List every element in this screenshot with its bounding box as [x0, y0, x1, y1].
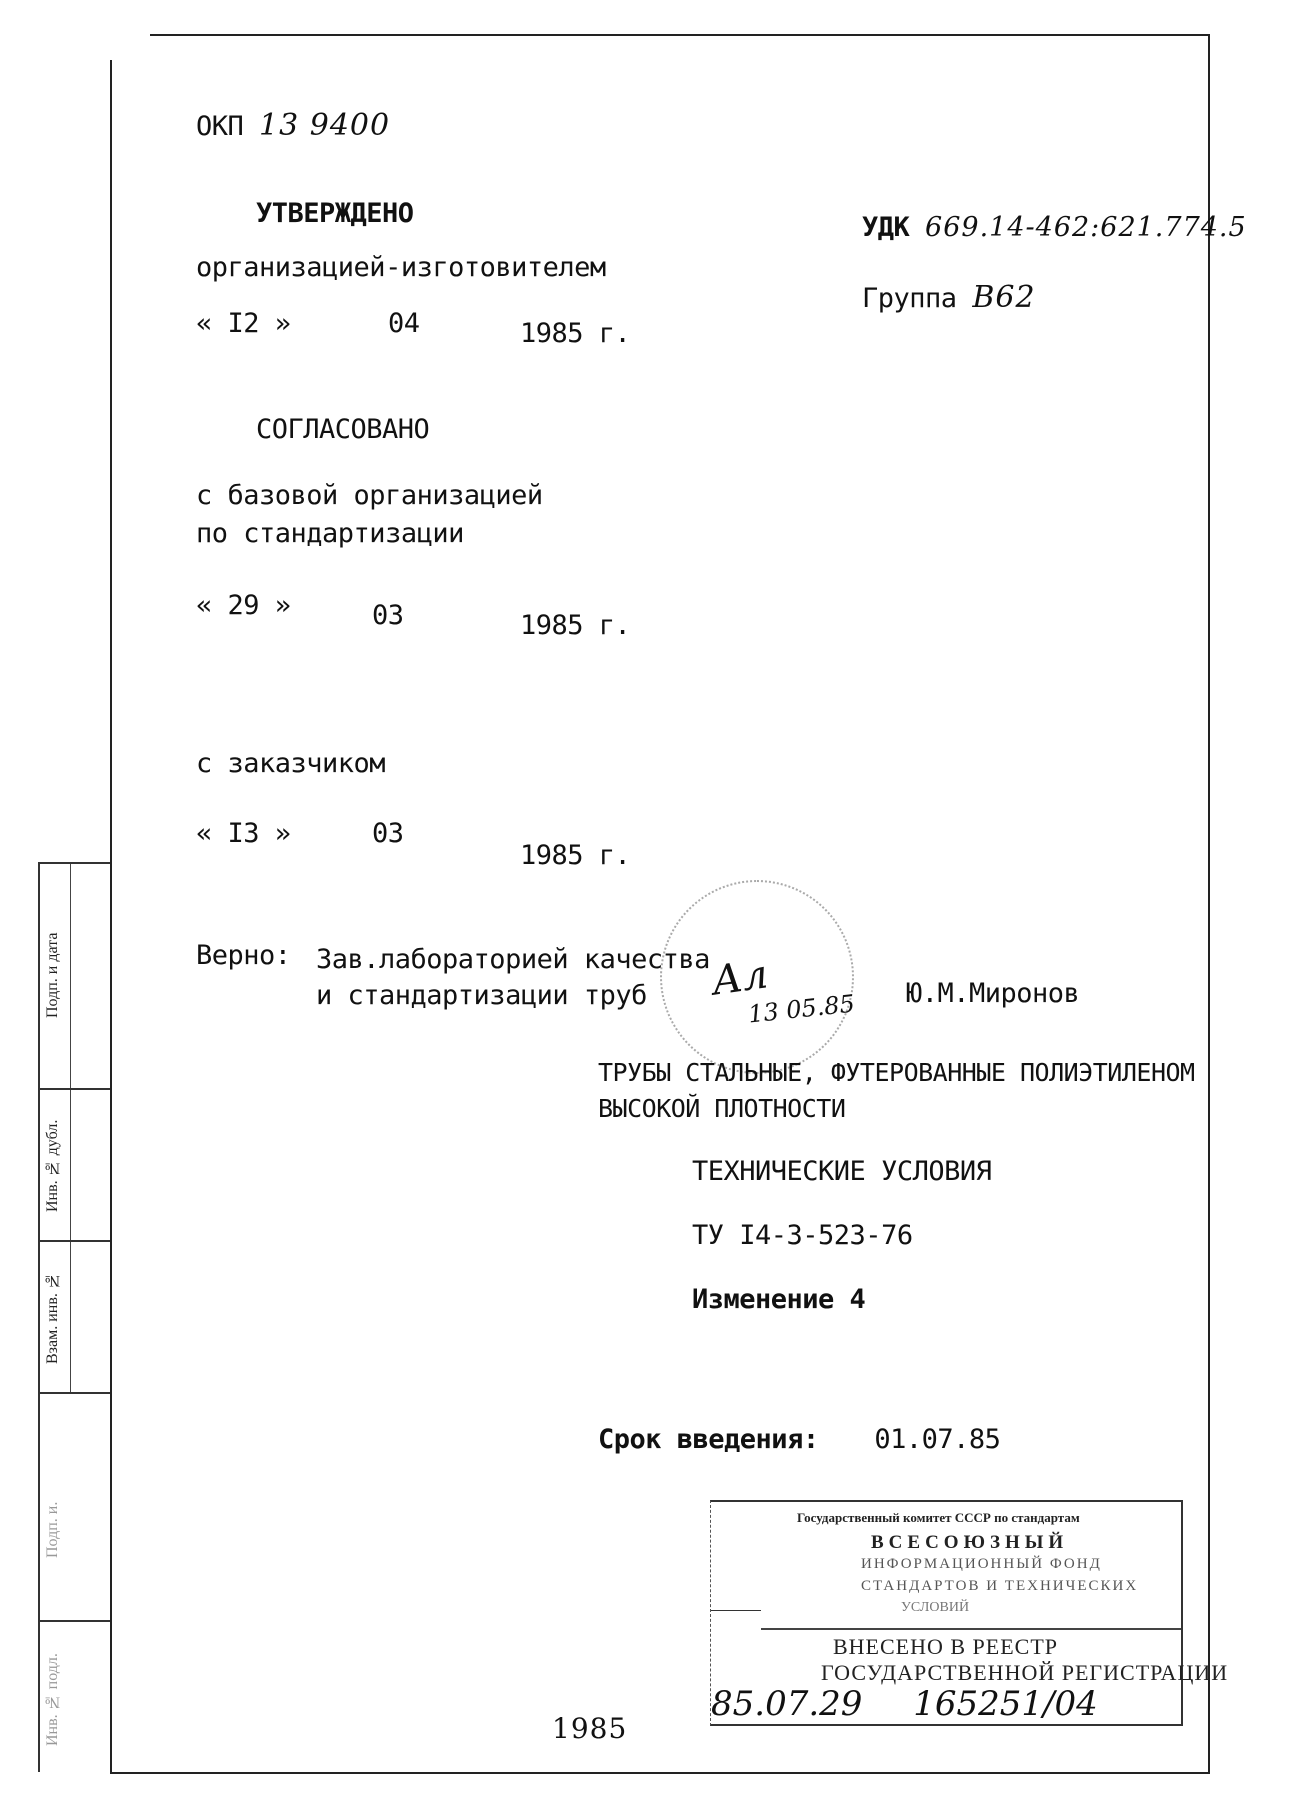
- customer-day: « I3 »: [196, 818, 291, 849]
- margin-divider: [38, 862, 110, 864]
- udk-label: УДК: [862, 212, 910, 243]
- page-frame-bottom: [110, 1772, 1210, 1774]
- agreed-line1: с базовой организацией: [196, 480, 543, 511]
- page-frame-right: [1208, 34, 1210, 1774]
- stamp-line7: ГОСУДАРСТВЕННОЙ РЕГИСТРАЦИИ: [821, 1660, 1229, 1685]
- customer-line: с заказчиком: [196, 748, 386, 779]
- margin-label-sign-date: Подп. и дата: [44, 932, 61, 1018]
- page-frame-top: [150, 34, 1210, 36]
- okp-value: 13 9400: [259, 108, 391, 143]
- agreed-line2: по стандартизации: [196, 518, 464, 549]
- doc-number: ТУ I4-3-523-76: [692, 1220, 913, 1251]
- effective-value: 01.07.85: [874, 1424, 1001, 1455]
- agreed-year: 1985 г.: [520, 610, 631, 641]
- stamp-line2: ВСЕСОЮЗНЫЙ: [871, 1532, 1069, 1553]
- agreed-day: « 29 »: [196, 590, 291, 621]
- registration-stamp: [710, 1500, 1229, 1726]
- stamp-line4: СТАНДАРТОВ И ТЕХНИЧЕСКИХ: [861, 1578, 1139, 1594]
- stamp-reg-number: 165251/04: [913, 1684, 1098, 1724]
- margin-divider: [38, 1240, 110, 1242]
- stamp-separator: [711, 1610, 761, 1611]
- approved-line: организацией-изготовителем: [196, 252, 606, 283]
- udk-value: 669.14-462:621.774.5: [925, 212, 1247, 243]
- okp-code: [196, 108, 390, 143]
- margin-divider: [38, 1392, 110, 1394]
- product-title-line1: ТРУБЫ СТАЛЬНЫЕ, ФУТЕРОВАННЫЕ ПОЛИЭТИЛЕНОМ: [598, 1058, 1195, 1087]
- effective-date: [598, 1424, 1000, 1455]
- stamp-title: Государственный комитет СССР по стандартам: [797, 1510, 1080, 1525]
- okp-label: ОКП: [196, 111, 244, 142]
- approved-year: 1985 г.: [520, 318, 631, 349]
- margin-label-sign: Подп. и.: [44, 1501, 61, 1559]
- margin-inner-line: [70, 862, 71, 1392]
- footer-year: 1985: [552, 1712, 628, 1745]
- stamp-reg-date: 85.07.29: [711, 1684, 863, 1724]
- verified-label: Верно:: [196, 940, 291, 971]
- agreed-month: 03: [372, 600, 404, 631]
- margin-label-dup-inv: Инв. № дубл.: [44, 1119, 61, 1213]
- stamp-line3: ИНФОРМАЦИОННЫЙ ФОНД: [861, 1556, 1102, 1572]
- approved-title: УТВЕРЖДЕНО: [256, 198, 414, 229]
- stamp-line6: ВНЕСЕНО В РЕЕСТР: [833, 1634, 1059, 1659]
- signature: Ал: [709, 951, 771, 1005]
- customer-month: 03: [372, 818, 404, 849]
- verified-line1: Зав.лабораторией качества: [316, 944, 710, 975]
- approved-day: « I2 »: [196, 308, 291, 339]
- product-title-line2: ВЫСОКОЙ ПЛОТНОСТИ: [598, 1094, 846, 1123]
- group-label: Группа: [862, 283, 957, 314]
- udk-code: [862, 212, 1247, 243]
- approved-month: 04: [388, 308, 420, 339]
- margin-label-inv-exch: Взам. инв. №: [44, 1272, 61, 1364]
- verified-name: Ю.М.Миронов: [906, 978, 1080, 1009]
- change-number: Изменение 4: [692, 1284, 866, 1315]
- margin-divider: [38, 1088, 110, 1090]
- margin-divider: [38, 1620, 110, 1622]
- group-value: В62: [972, 280, 1036, 315]
- agreed-title: СОГЛАСОВАНО: [256, 414, 430, 445]
- effective-label: Срок введения:: [598, 1424, 819, 1455]
- margin-label-orig-inv: Инв. № подл.: [44, 1653, 61, 1747]
- doc-type: ТЕХНИЧЕСКИЕ УСЛОВИЯ: [692, 1156, 992, 1187]
- stamp-registration: [711, 1684, 1098, 1724]
- stamp-line5: УСЛОВИЙ: [901, 1600, 970, 1615]
- group-code: [862, 280, 1036, 315]
- customer-year: 1985 г.: [520, 840, 631, 871]
- signature-date: 13 05.85: [746, 989, 857, 1029]
- verified-line2: и стандартизации труб: [316, 980, 647, 1011]
